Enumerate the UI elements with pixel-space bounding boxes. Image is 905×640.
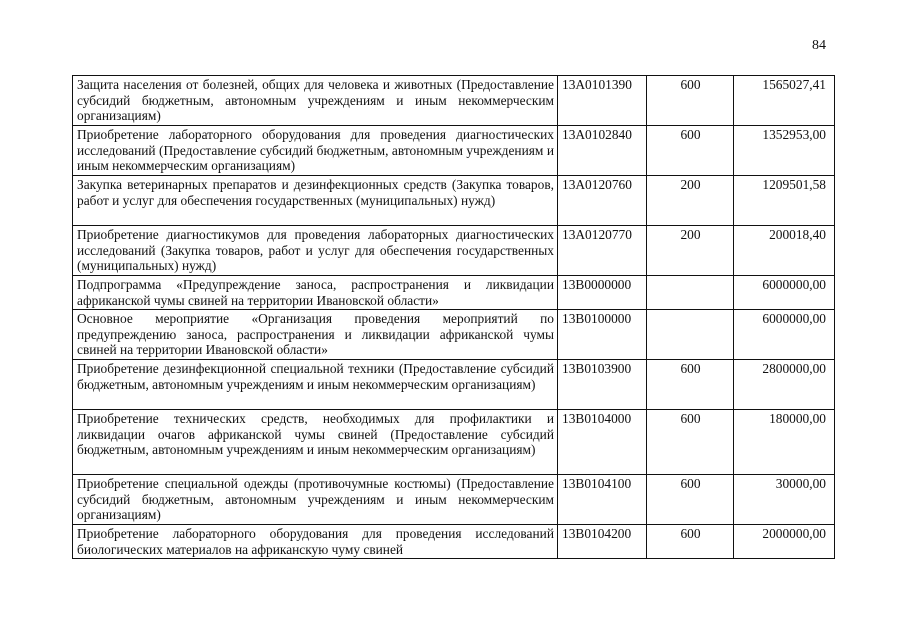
row-description: Приобретение дезинфекционной специальной техники (Предоставление субсидий бюджетным, автономным учреждениям и иным некоммерческим организациям) [73, 360, 558, 410]
row-expense-type: 600 [647, 126, 734, 176]
row-amount: 1209501,58 [734, 176, 835, 226]
row-target-code: 13В0104200 [558, 525, 647, 559]
row-target-code: 13В0100000 [558, 310, 647, 360]
budget-table [72, 75, 835, 559]
row-description: Защита населения от болезней, общих для человека и животных (Предоставление субсидий бюджетным, автономным учреждениям и иным некоммерческим организациям) [73, 76, 558, 126]
row-expense-type: 600 [647, 525, 734, 559]
row-target-code: 13В0104000 [558, 410, 647, 475]
table-row [73, 525, 835, 559]
row-description: Приобретение технических средств, необходимых для профилактики и ликвидации очагов африканской чумы свиней (Предоставление субсидий бюджетным, автономным учреждениям и иным некоммерческим организациям) [73, 410, 558, 475]
row-expense-type: 600 [647, 360, 734, 410]
table-row [73, 475, 835, 525]
row-amount: 6000000,00 [734, 276, 835, 310]
table-row [73, 76, 835, 126]
table-row [73, 410, 835, 475]
row-expense-type: 600 [647, 410, 734, 475]
row-expense-type: 200 [647, 176, 734, 226]
row-description: Закупка ветеринарных препаратов и дезинфекционных средств (Закупка товаров, работ и услуг для обеспечения государственных (муниципальных) нужд) [73, 176, 558, 226]
table-row [73, 310, 835, 360]
row-amount: 200018,40 [734, 226, 835, 276]
table-row [73, 226, 835, 276]
row-description: Приобретение лабораторного оборудования для проведения исследований биологических материалов на африканскую чуму свиней [73, 525, 558, 559]
row-description: Приобретение специальной одежды (противочумные костюмы) (Предоставление субсидий бюджетным, автономным учреждениям и иным некоммерческим организациям) [73, 475, 558, 525]
table-row [73, 176, 835, 226]
row-expense-type: 600 [647, 475, 734, 525]
row-description: Приобретение диагностикумов для проведения лабораторных диагностических исследований (Закупка товаров, работ и услуг для обеспечения государственных (муниципальных) нужд) [73, 226, 558, 276]
row-amount: 6000000,00 [734, 310, 835, 360]
row-amount: 180000,00 [734, 410, 835, 475]
table-row [73, 126, 835, 176]
row-target-code: 13А0101390 [558, 76, 647, 126]
row-amount: 30000,00 [734, 475, 835, 525]
row-target-code: 13В0104100 [558, 475, 647, 525]
row-description: Приобретение лабораторного оборудования для проведения диагностических исследований (Предоставление субсидий бюджетным, автономным учреждениям и иным некоммерческим организациям) [73, 126, 558, 176]
row-target-code: 13А0120760 [558, 176, 647, 226]
row-target-code: 13А0120770 [558, 226, 647, 276]
table-row [73, 360, 835, 410]
row-amount: 2800000,00 [734, 360, 835, 410]
page-number: 84 [812, 38, 826, 53]
row-target-code: 13А0102840 [558, 126, 647, 176]
row-amount: 1565027,41 [734, 76, 835, 126]
row-expense-type [647, 276, 734, 310]
row-description: Подпрограмма «Предупреждение заноса, распространения и ликвидации африканской чумы свиней на территории Ивановской области» [73, 276, 558, 310]
row-expense-type [647, 310, 734, 360]
row-amount: 1352953,00 [734, 126, 835, 176]
row-target-code: 13В0103900 [558, 360, 647, 410]
row-amount: 2000000,00 [734, 525, 835, 559]
row-description: Основное мероприятие «Организация проведения мероприятий по предупреждению заноса, распространения и ликвидации африканской чумы свиней на территории Ивановской области» [73, 310, 558, 360]
row-expense-type: 600 [647, 76, 734, 126]
row-target-code: 13В0000000 [558, 276, 647, 310]
table-row [73, 276, 835, 310]
row-expense-type: 200 [647, 226, 734, 276]
